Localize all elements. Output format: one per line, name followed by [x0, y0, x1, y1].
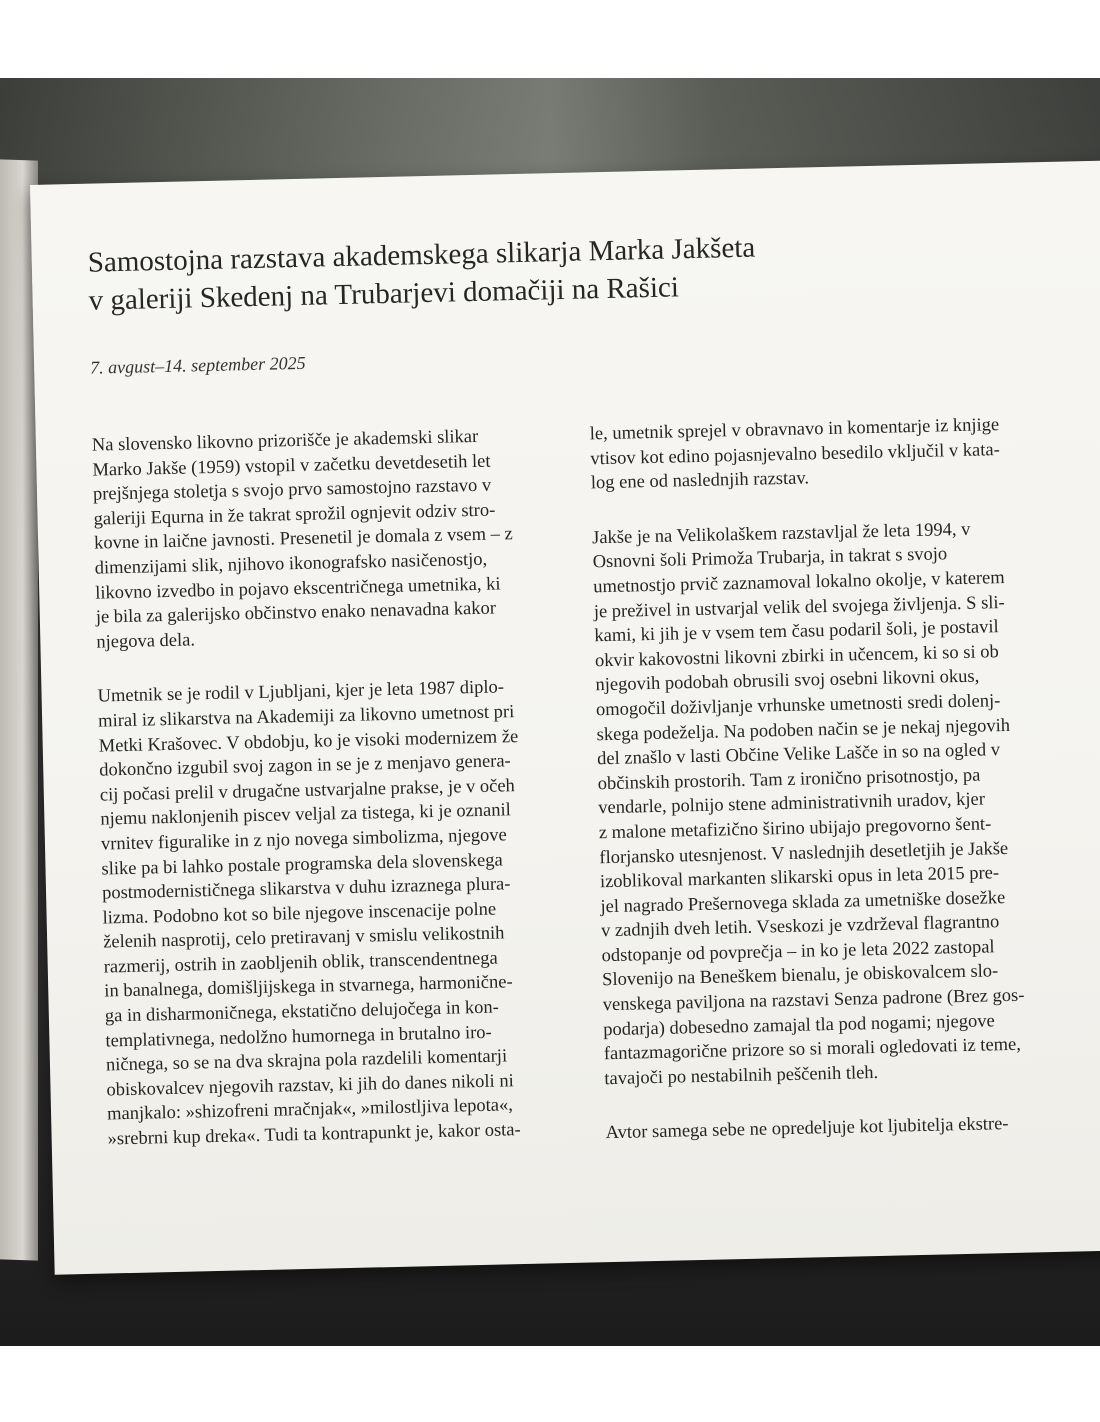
left-paragraph-2 — [97, 674, 582, 1152]
text-line: z malone metafizično širino ubijajo pregovorno šent- — [598, 814, 992, 844]
left-paragraph-1 — [92, 423, 572, 655]
text-line: Metki Krašovec. V obdobju, ko je visoki modernizem že — [98, 726, 519, 757]
text-line: slike pa bi lahko postale programska dela slovenskega — [101, 849, 503, 880]
text-line: prejšnjega stoletja s svojo prvo samostojno razstavo v — [92, 475, 492, 505]
text-line: »srebrni kup dreka«. Tudi ta kontrapunkt je, kakor osta- — [107, 1120, 521, 1150]
text-line: podarja) dobesedno zamajal tla pod nogami; njegove — [603, 1010, 995, 1040]
text-line: ničnega, so se na dva skrajna pola razdelili komentarji — [105, 1046, 508, 1076]
left-column — [92, 423, 584, 1182]
page-title — [87, 226, 849, 319]
text-line: cij počasi prelil v drugačne ustvarjalne prakse, je v očeh — [99, 775, 516, 806]
text-line: v zadnjih dveh letih. Vseskozi je vzdrževal flagrantno — [600, 912, 1000, 942]
text-line: jel nagrado Prešernovega sklada za umetniške dosežke — [600, 887, 1006, 917]
text-line: dimenzijami slik, njihovo ikonografsko nasičenostjo, — [94, 549, 488, 579]
text-line: Slovenijo na Beneškem bienalu, je obiskovalcem slo- — [601, 961, 999, 991]
page-content — [87, 221, 1090, 1150]
title-line-2: v galeriji Skedenj na Trubarjevi domačiji na Rašici — [88, 271, 680, 317]
text-line: je bila za galerijsko občinstvo enako nenavadna kakor — [95, 598, 497, 628]
text-line: lizma. Podobno kot so bile njegove inscenacije polne — [102, 899, 497, 929]
text-line: izoblikoval markanten slikarski opus in leta 2015 pre- — [599, 863, 1000, 893]
book-page — [30, 160, 1100, 1275]
text-line: umetnostjo prvič zaznamoval lokalno okolje, v katerem — [593, 567, 1005, 598]
text-line: želenih nasprotij, celo pretiravanj v smislu velikostnih — [102, 923, 505, 953]
text-line: njegovih podobah obrusili svoj osebni likovni okus, — [595, 666, 980, 696]
text-line: omogočil doživljanje vrhunske umetnosti sredi dolenj- — [595, 691, 1001, 721]
text-line: likovno izvedbo in pojavo ekscentričnega umetnika, ki — [95, 573, 501, 604]
text-line: njemu naklonjenih piscev veljal za tistega, ki je oznanil — [100, 800, 512, 830]
text-line: postmodernističnega slikarstva v duhu izraznega plura- — [101, 874, 511, 904]
text-line: galeriji Equrna in že takrat sprožil ognjevit odziv stro- — [93, 500, 496, 530]
text-line: Na slovensko likovno prizorišče je akademski slikar — [91, 426, 479, 456]
title-line-1: Samostojna razstava akademskega slikarja Marka Jakšeta — [87, 231, 756, 279]
text-line: templativnega, nedolžno humornega in brutalno iro- — [105, 1022, 492, 1052]
text-line: vtisov kot edino pojasnjevalno besedilo vključil v kata- — [590, 439, 1000, 469]
text-line: vendarle, polnijo stene administrativnih uradov, kjer — [598, 789, 986, 819]
text-line: miral iz slikarstva na Akademiji za likovno umetnost pri — [97, 702, 515, 732]
right-column — [590, 412, 1082, 1177]
text-line: venskega paviljona na razstavi Senza padrone (Brez gos- — [602, 985, 1025, 1016]
text-line: odstopanje od povprečja – in ko je leta 2022 zastopal — [601, 937, 995, 967]
text-line: Marko Jakše (1959) vstopil v začetku devetdesetih let — [92, 451, 491, 481]
text-line: kami, ki jih je v vsem tem času podaril šoli, je postavil — [594, 617, 999, 647]
text-line: dokončno izgubil svoj zagon in se je z menjavo genera- — [99, 751, 511, 781]
text-line: del znašlo v lasti Občine Velike Lašče in so na ogled v — [596, 740, 1001, 770]
text-line: florjansko utesnjenost. V naslednjih desetletjih je Jakše — [599, 838, 1009, 868]
text-line: ga in disharmoničnega, ekstatično delujočega in kon- — [104, 997, 500, 1027]
text-line: Osnovni šoli Primoža Trubarja, in takrat s svojo — [592, 544, 948, 573]
text-line: skega podeželja. Na podoben način se je nekaj njegovih — [596, 715, 1011, 745]
text-line: njegova dela. — [96, 630, 196, 653]
text-line: Avtor samega sebe ne opredeljuje kot ljubitelja ekstre- — [605, 1114, 1009, 1144]
text-line: log ene od naslednjih razstav. — [590, 468, 810, 494]
text-line: in banalnega, domišljijskega in stvarnega, harmonične- — [104, 972, 513, 1002]
text-line: razmerij, ostrih in zaobljenih oblik, transcendentnega — [103, 948, 498, 978]
right-paragraph-2 — [592, 515, 1080, 1091]
text-line: občinskih prostorih. Tam z ironično prisotnostjo, pa — [597, 765, 981, 794]
text-line: vrnitev figuralike in z njo novega simbolizma, njegove — [100, 825, 507, 855]
text-columns — [91, 411, 1092, 1150]
right-paragraph-1 — [590, 412, 1067, 497]
right-paragraph-3 — [605, 1111, 1080, 1146]
text-line: tavajoči po nestabilnih peščenih tleh. — [604, 1062, 879, 1090]
text-line: okvir kakovostni likovni zbirki in učencem, ki so si ob — [594, 641, 999, 672]
text-line: fantazmagorične prizore so si morali ogledovati iz teme, — [603, 1034, 1022, 1065]
bottom-margin — [0, 1346, 1100, 1422]
text-line: manjkalo: »shizofreni mračnjak«, »milostljiva lepota«, — [106, 1095, 514, 1125]
text-line: Jakše je na Velikolaškem razstavljal že leta 1994, v — [591, 519, 971, 549]
text-line: kovne in laične javnosti. Presenetil je domala z vsem – z — [93, 524, 513, 555]
text-line: je preživel in ustvarjal velik del svojega življenja. S sli- — [593, 592, 1005, 622]
exhibition-dates: 7. avgust–14. september 2025 — [89, 352, 306, 378]
text-line: Umetnik se je rodil v Ljubljani, kjer je leta 1987 diplo- — [97, 677, 505, 707]
text-line: obiskovalcev njegovih razstav, ki jih do danes nikoli ni — [106, 1071, 514, 1101]
text-line: le, umetnik sprejel v obravnavo in komentarje iz knjige — [589, 415, 1000, 445]
